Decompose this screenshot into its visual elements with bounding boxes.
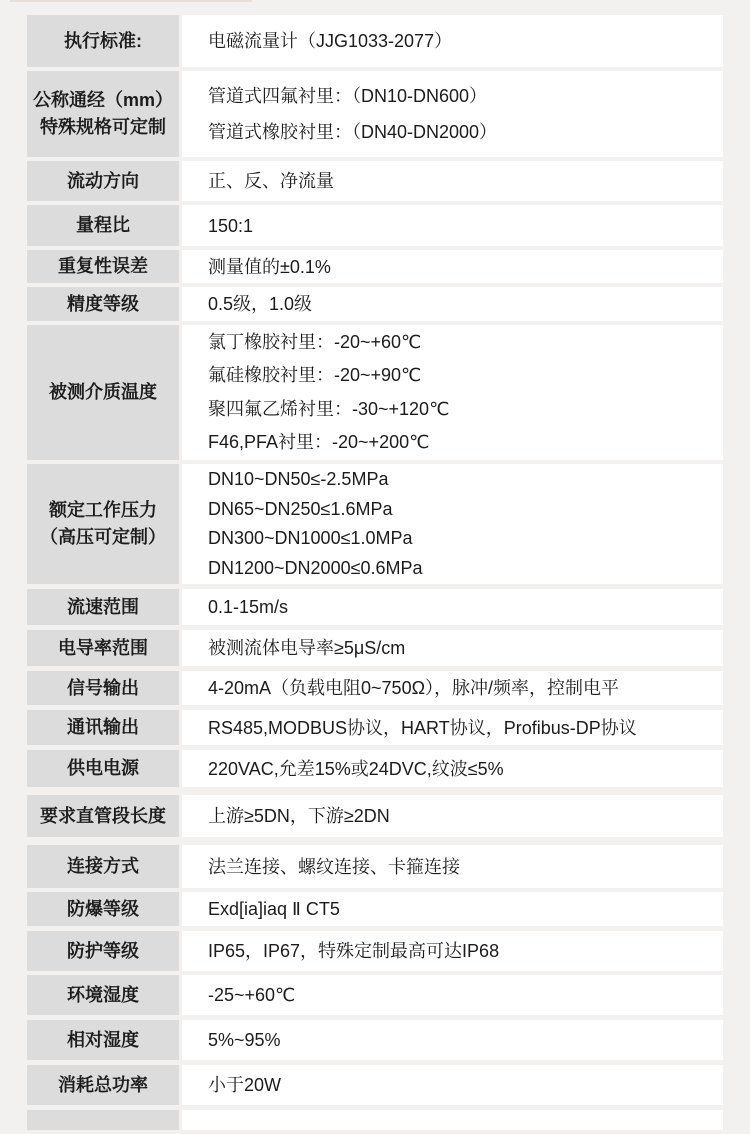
- spec-value-line: 正、反、净流量: [208, 171, 334, 191]
- spec-label-cell: [27, 845, 179, 888]
- spec-value-cell: [182, 1065, 723, 1105]
- spec-value-line: IP65，IP67，特殊定制最高可达IP68: [208, 941, 500, 961]
- spec-value-cell: [182, 671, 723, 705]
- spec-table: [27, 15, 723, 1134]
- spec-value-cell: [182, 205, 723, 246]
- spec-label-cell: [27, 71, 179, 157]
- spec-value-cell: [182, 710, 723, 745]
- spec-value-cell: [182, 1110, 723, 1130]
- spec-value-line: DN300~DN1000≤1.0MPa: [208, 528, 413, 548]
- spec-value-cell: [182, 931, 723, 971]
- spec-value-line: F46,PFA衬里：-20~+200℃: [208, 432, 430, 452]
- spec-label: 额定工作压力: [49, 500, 157, 520]
- spec-label: （高压可定制）: [40, 527, 166, 547]
- spec-value-line: 管道式橡胶衬里：（DN40-DN2000）: [208, 122, 498, 142]
- spec-label: 流动方向: [67, 170, 139, 191]
- spec-value-line: 管道式四氟衬里：（DN10-DN600）: [208, 86, 488, 106]
- spec-label-cell: [27, 750, 179, 787]
- spec-label-cell: [27, 161, 179, 201]
- spec-row: [27, 71, 723, 157]
- spec-label-cell: [27, 630, 179, 666]
- spec-value-line: 氟硅橡胶衬里：-20~+90℃: [208, 365, 422, 385]
- spec-label: 连接方式: [67, 856, 139, 876]
- spec-value-cell: [182, 750, 723, 787]
- spec-value-line: 150:1: [208, 215, 254, 236]
- spec-row: [27, 1020, 723, 1060]
- spec-row: [27, 845, 723, 888]
- spec-value-line: 测量值的±0.1%: [208, 256, 331, 277]
- spec-value-cell: [182, 975, 723, 1015]
- spec-row: [27, 1065, 723, 1105]
- spec-value-line: 聚四氟乙烯衬里：-30~+120℃: [208, 398, 450, 419]
- spec-label: 被测介质温度: [49, 382, 157, 402]
- spec-row: [27, 250, 723, 283]
- spec-label-cell: [27, 975, 179, 1015]
- spec-label: 相对湿度: [67, 1029, 139, 1050]
- spec-value-cell: [182, 250, 723, 283]
- spec-label-cell: [27, 1065, 179, 1105]
- spec-value-line: DN10~DN50≤-2.5MPa: [208, 469, 389, 489]
- spec-label-cell: [27, 250, 179, 283]
- spec-label: 特殊规格可定制: [40, 117, 166, 137]
- spec-row: [27, 750, 723, 787]
- spec-value-line: DN1200~DN2000≤0.6MPa: [208, 557, 423, 578]
- spec-label-cell: [27, 671, 179, 705]
- spec-value-line: 氯丁橡胶衬里：-20~+60℃: [208, 331, 422, 352]
- spec-label-cell: [27, 1110, 179, 1130]
- spec-value-cell: [182, 161, 723, 201]
- spec-label-cell: [27, 464, 179, 584]
- spec-value-cell: [182, 15, 723, 67]
- spec-value-line: Exd[ia]iaq Ⅱ CT5: [208, 899, 340, 919]
- spec-value-line: 220VAC,允差15%或24DVC,纹波≤5%: [208, 758, 504, 779]
- spec-value-line: RS485,MODBUS协议，HART协议，Profibus-DP协议: [208, 717, 637, 738]
- spec-label-cell: [27, 287, 179, 321]
- spec-value-line: 电磁流量计（JJG1033-2077）: [208, 31, 453, 51]
- spec-label: 供电电源: [67, 758, 139, 778]
- spec-label: 公称通经（mm）: [32, 90, 173, 110]
- spec-value-cell: [182, 892, 723, 926]
- spec-label: 防护等级: [67, 940, 139, 961]
- spec-label-cell: [27, 795, 179, 837]
- spec-row: [27, 795, 723, 837]
- spec-value-cell: [182, 464, 723, 584]
- spec-value-cell: [182, 71, 723, 157]
- spec-row: [27, 892, 723, 926]
- spec-label: 流速范围: [67, 596, 139, 617]
- spec-value-cell: [182, 325, 723, 460]
- spec-label-cell: [27, 1020, 179, 1060]
- spec-row-partial-cutoff: [27, 1110, 723, 1130]
- spec-value-line: 法兰连接、螺纹连接、卡箍连接: [208, 856, 460, 877]
- spec-row: [27, 161, 723, 201]
- spec-row: [27, 975, 723, 1015]
- spec-value-cell: [182, 1020, 723, 1060]
- spec-value-cell: [182, 589, 723, 625]
- spec-label: 信号输出: [67, 677, 139, 698]
- spec-label: 要求直管段长度: [40, 805, 166, 826]
- spec-label-cell: [27, 710, 179, 745]
- spec-value-cell: [182, 630, 723, 666]
- spec-value-line: -25~+60℃: [208, 985, 296, 1005]
- spec-label: 防爆等级: [67, 898, 139, 919]
- spec-label: 电导率范围: [58, 637, 148, 658]
- spec-label-cell: [27, 892, 179, 926]
- spec-label-cell: [27, 15, 179, 67]
- spec-label: 执行标准:: [64, 30, 142, 51]
- spec-value-cell: [182, 845, 723, 888]
- spec-value-line: 被测流体电导率≥5μS/cm: [208, 638, 406, 658]
- spec-value-line: 0.5级，1.0级: [208, 294, 313, 314]
- spec-value-line: 上游≥5DN，下游≥2DN: [208, 806, 390, 826]
- spec-row: [27, 589, 723, 625]
- spec-label: 通讯输出: [67, 717, 139, 737]
- spec-row: [27, 931, 723, 971]
- spec-row: [27, 205, 723, 246]
- spec-row: [27, 15, 723, 67]
- spec-label: 消耗总功率: [58, 1074, 148, 1095]
- spec-value-line: 小于20W: [208, 1075, 282, 1095]
- spec-row: [27, 287, 723, 321]
- spec-value-cell: [182, 795, 723, 837]
- spec-row: [27, 325, 723, 460]
- spec-value-line: DN65~DN250≤1.6MPa: [208, 498, 393, 519]
- spec-value-line: 4-20mA（负载电阻0~750Ω），脉冲/频率，控制电平: [208, 678, 620, 698]
- spec-label-cell: [27, 931, 179, 971]
- spec-label-cell: [27, 205, 179, 246]
- cutoff-element-top-edge: [10, 0, 252, 2]
- spec-value-line: 5%~95%: [208, 1030, 281, 1050]
- spec-row: [27, 630, 723, 666]
- spec-row: [27, 464, 723, 584]
- spec-row: [27, 671, 723, 705]
- spec-value-cell: [182, 287, 723, 321]
- spec-row: [27, 710, 723, 745]
- spec-label-cell: [27, 589, 179, 625]
- spec-label: 环境湿度: [67, 984, 139, 1005]
- spec-label: 精度等级: [67, 293, 139, 314]
- spec-label-cell: [27, 325, 179, 460]
- spec-value-line: 0.1-15m/s: [208, 597, 289, 617]
- spec-label: 重复性误差: [58, 256, 148, 276]
- spec-label: 量程比: [76, 215, 130, 235]
